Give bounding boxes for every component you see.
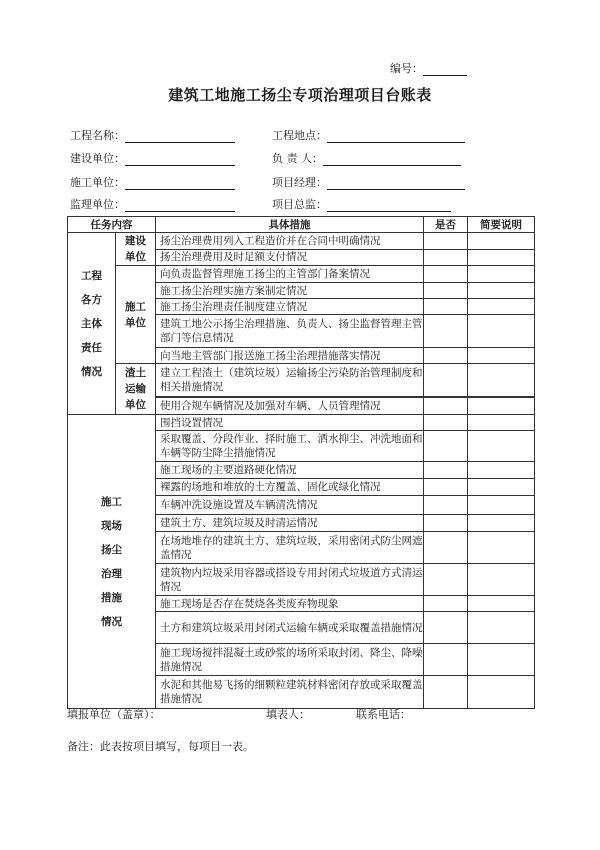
- builder-label: 建设单位：: [70, 152, 125, 165]
- note-cell[interactable]: [468, 515, 535, 532]
- measure-item: 建立工程渣土（建筑垃圾）运输扬尘污染防治管理制度和相关措施情况: [156, 364, 424, 397]
- measure-item: 建筑物内垃圾采用容器或搭设专用封闭式垃圾道方式清运情况: [156, 564, 424, 596]
- note-cell[interactable]: [468, 532, 535, 564]
- person-in-charge-field: [272, 150, 461, 168]
- chief-supervisor-label: 项目总监：: [272, 198, 327, 211]
- note-cell[interactable]: [468, 315, 535, 348]
- measure-item: 在场地堆存的建筑土方、建筑垃圾，采用密闭式防尘网遮盖情况: [156, 532, 424, 564]
- yesno-cell[interactable]: [424, 564, 468, 596]
- measure-item: 向当地主管部门报送施工扬尘治理措施落实情况: [156, 348, 424, 364]
- header-yesno: 是否: [424, 217, 468, 233]
- builder-blank[interactable]: [125, 152, 235, 166]
- project-location-label: 工程地点：: [272, 129, 327, 142]
- filler: 填表人：: [266, 708, 310, 721]
- measure-item: 向负责监督管理施工扬尘的主管部门备案情况: [156, 266, 424, 283]
- note-cell[interactable]: [468, 233, 535, 250]
- supervisor-blank[interactable]: [125, 198, 235, 212]
- contractor-blank[interactable]: [125, 176, 235, 190]
- unit-builder: 建设单位: [116, 233, 156, 266]
- table-row: [68, 266, 535, 283]
- measure-item: 扬尘治理费用列入工程造价并在合同中明确情况: [156, 233, 424, 250]
- serial-number-label: 编号：: [390, 62, 423, 75]
- yesno-cell[interactable]: [424, 532, 468, 564]
- project-location-blank[interactable]: [327, 129, 465, 143]
- note-cell[interactable]: [468, 348, 535, 364]
- ledger-table: [67, 216, 535, 709]
- measure-item: 施工现场搅拌混凝土或砂浆的场所采取封闭、降尘、降噪措施情况: [156, 644, 424, 676]
- measure-item: 围挡设置情况: [156, 415, 424, 431]
- project-manager-blank[interactable]: [327, 176, 465, 190]
- measure-item: 施工扬尘治理实施方案制定情况: [156, 283, 424, 299]
- measure-item: 车辆冲洗设施设置及车辆清洗情况: [156, 496, 424, 515]
- measure-item: 采取覆盖、分段作业、择时施工、洒水抑尘、冲洗地面和车辆等防尘降尘措施情况: [156, 431, 424, 462]
- yesno-cell[interactable]: [424, 612, 468, 644]
- serial-number: [390, 60, 467, 76]
- note-cell[interactable]: [468, 564, 535, 596]
- builder-field: [70, 150, 235, 168]
- measure-item: 裸露的场地和堆放的土方覆盖、固化或绿化情况: [156, 479, 424, 496]
- serial-number-blank[interactable]: [423, 64, 467, 76]
- measure-item: 施工现场的主要道路硬化情况: [156, 462, 424, 479]
- project-name-label: 工程名称：: [70, 129, 125, 142]
- measure-item: 建筑土方、建筑垃圾及时清运情况: [156, 515, 424, 532]
- yesno-cell[interactable]: [424, 462, 468, 479]
- contractor-field: [70, 174, 235, 192]
- unit-transport: 渣土运输单位: [116, 364, 156, 415]
- measure-item: 水泥和其他易飞扬的细颗粒建筑材料密闭存放或采取覆盖措施情况: [156, 676, 424, 709]
- yesno-cell[interactable]: [424, 644, 468, 676]
- yesno-cell[interactable]: [424, 496, 468, 515]
- header-task: 任务内容: [68, 217, 156, 233]
- remark-note: 备注：此表按项目填写，每项目一表。: [67, 740, 254, 753]
- yesno-cell[interactable]: [424, 415, 468, 431]
- unit-contractor: 施工单位: [116, 266, 156, 364]
- measure-item: 建筑工地公示扬尘治理措施、负责人、扬尘监督管理主管部门等信息情况: [156, 315, 424, 348]
- yesno-cell[interactable]: [424, 299, 468, 315]
- group-site-measures: 施工现场扬尘治理措施情况: [68, 415, 156, 709]
- yesno-cell[interactable]: [424, 364, 468, 397]
- yesno-cell[interactable]: [424, 283, 468, 299]
- note-cell[interactable]: [468, 612, 535, 644]
- header-note: 简要说明: [468, 217, 535, 233]
- chief-supervisor-field: [272, 196, 451, 214]
- table-row: [68, 364, 535, 397]
- measure-item: 施工现场是否存在焚烧各类废弃物现象: [156, 596, 424, 612]
- note-cell[interactable]: [468, 676, 535, 709]
- yesno-cell[interactable]: [424, 515, 468, 532]
- yesno-cell[interactable]: [424, 596, 468, 612]
- contractor-label: 施工单位：: [70, 176, 125, 189]
- note-cell[interactable]: [468, 596, 535, 612]
- header-measure: 具体措施: [156, 217, 424, 233]
- yesno-cell[interactable]: [424, 233, 468, 250]
- group-responsibility: 工程各方主体责任情况: [68, 233, 116, 415]
- measure-item: 土方和建筑垃圾采用封闭式运输车辆或采取覆盖措施情况: [156, 612, 424, 644]
- project-name-field: [70, 127, 235, 145]
- note-cell[interactable]: [468, 415, 535, 431]
- yesno-cell[interactable]: [424, 479, 468, 496]
- supervisor-field: [70, 196, 235, 214]
- measure-item: 施工扬尘治理责任制度建立情况: [156, 299, 424, 315]
- note-cell[interactable]: [468, 462, 535, 479]
- project-manager-label: 项目经理：: [272, 176, 327, 189]
- table-row: [68, 233, 535, 250]
- yesno-cell[interactable]: [424, 348, 468, 364]
- yesno-cell[interactable]: [424, 676, 468, 709]
- note-cell[interactable]: [468, 266, 535, 283]
- yesno-cell[interactable]: [424, 398, 468, 415]
- yesno-cell[interactable]: [424, 431, 468, 462]
- person-in-charge-label: 负 责 人：: [272, 152, 323, 165]
- measure-item: 使用合规车辆情况及加强对车辆、人员管理情况: [156, 398, 424, 415]
- note-cell[interactable]: [468, 644, 535, 676]
- chief-supervisor-blank[interactable]: [327, 198, 451, 212]
- note-cell[interactable]: [468, 364, 535, 397]
- yesno-cell[interactable]: [424, 266, 468, 283]
- table-row: [68, 415, 535, 431]
- page-title: 建筑工地施工扬尘专项治理项目台账表: [168, 86, 432, 104]
- note-cell[interactable]: [468, 299, 535, 315]
- filing-unit: 填报单位（盖章）：: [67, 708, 161, 721]
- person-in-charge-blank[interactable]: [323, 152, 461, 166]
- yesno-cell[interactable]: [424, 315, 468, 348]
- note-cell[interactable]: [468, 496, 535, 515]
- table-header-row: [68, 217, 535, 233]
- supervisor-label: 监理单位：: [70, 198, 125, 211]
- note-cell[interactable]: [468, 249, 535, 266]
- note-cell[interactable]: [468, 431, 535, 462]
- measure-item: 扬尘治理费用及时足额支付情况: [156, 249, 424, 266]
- note-cell[interactable]: [468, 398, 535, 415]
- contact-phone: 联系电话：: [356, 708, 411, 721]
- project-name-blank[interactable]: [125, 129, 235, 143]
- note-cell[interactable]: [468, 283, 535, 299]
- project-location-field: [272, 127, 465, 145]
- note-cell[interactable]: [468, 479, 535, 496]
- project-manager-field: [272, 174, 465, 192]
- yesno-cell[interactable]: [424, 249, 468, 266]
